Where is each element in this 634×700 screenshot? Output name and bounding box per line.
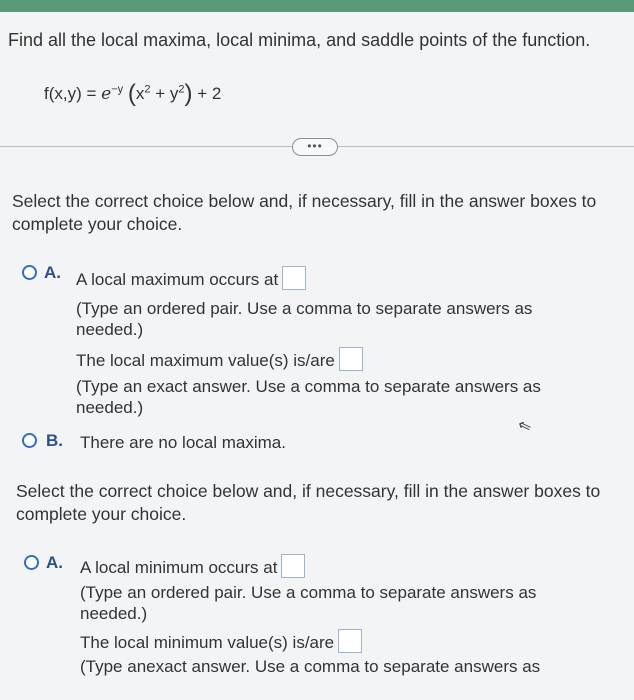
minima-instruction: Select the correct choice below and, if necessary, fill in the answer boxes to complete your choice. — [16, 481, 601, 524]
maxima-value-label: The local maximum value(s) is/are — [76, 351, 335, 370]
minima-option-a-letter: A. — [46, 553, 63, 572]
maxima-instruction: Select the correct choice below and, if necessary, fill in the answer boxes to complete your choice. — [12, 191, 597, 234]
formula-x: x — [135, 84, 145, 103]
maxima-option-b-text: There are no local maxima. — [80, 433, 286, 452]
formula-lparen: ( — [127, 80, 136, 107]
function-formula — [44, 80, 221, 108]
maxima-location-input[interactable] — [282, 266, 306, 290]
maxima-location-label: A local maximum occurs at — [76, 270, 279, 289]
minima-location-hint: (Type an ordered pair. Use a comma to separate answers as needed.) — [80, 583, 537, 623]
minima-value-hint: (Type anexact answer. Use a comma to separate answers as — [80, 657, 541, 676]
formula-lhs: f(x,y) = — [44, 84, 97, 103]
minima-value-input[interactable] — [338, 629, 362, 653]
question-text: Find all the local maxima, local minima, and saddle points of the function. — [8, 30, 591, 50]
minima-location-label: A local minimum occurs at — [80, 558, 278, 577]
minima-value-line — [80, 629, 362, 653]
maxima-location-hint: (Type an ordered pair. Use a comma to separate answers as needed.) — [76, 299, 533, 339]
maxima-option-a-letter: A. — [44, 263, 61, 282]
formula-exponent: −y — [111, 83, 124, 96]
maxima-value-input[interactable] — [339, 347, 363, 371]
more-button[interactable]: ••• — [292, 138, 338, 156]
formula-tail: + 2 — [197, 84, 222, 103]
formula-rparen: ) — [184, 80, 193, 107]
maxima-option-a-radio[interactable] — [22, 265, 37, 280]
maxima-value-line — [76, 347, 363, 371]
mouse-cursor-icon: ⇖ — [515, 416, 535, 437]
minima-option-a-radio[interactable] — [24, 555, 39, 570]
formula-y: y — [169, 84, 179, 103]
maxima-location-line — [76, 266, 306, 290]
formula-x-exp: 2 — [144, 83, 151, 96]
top-bar — [0, 0, 634, 12]
formula-base: e — [101, 84, 112, 104]
minima-location-input[interactable] — [281, 554, 305, 578]
minima-value-label: The local minimum value(s) is/are — [80, 633, 335, 652]
formula-plus: + — [150, 84, 170, 103]
maxima-option-b-letter: B. — [46, 431, 63, 450]
maxima-option-b-radio[interactable] — [22, 433, 37, 448]
maxima-value-hint: (Type an exact answer. Use a comma to separate answers as needed.) — [76, 377, 541, 417]
formula-y-exp: 2 — [178, 83, 185, 96]
minima-location-line — [80, 554, 305, 578]
